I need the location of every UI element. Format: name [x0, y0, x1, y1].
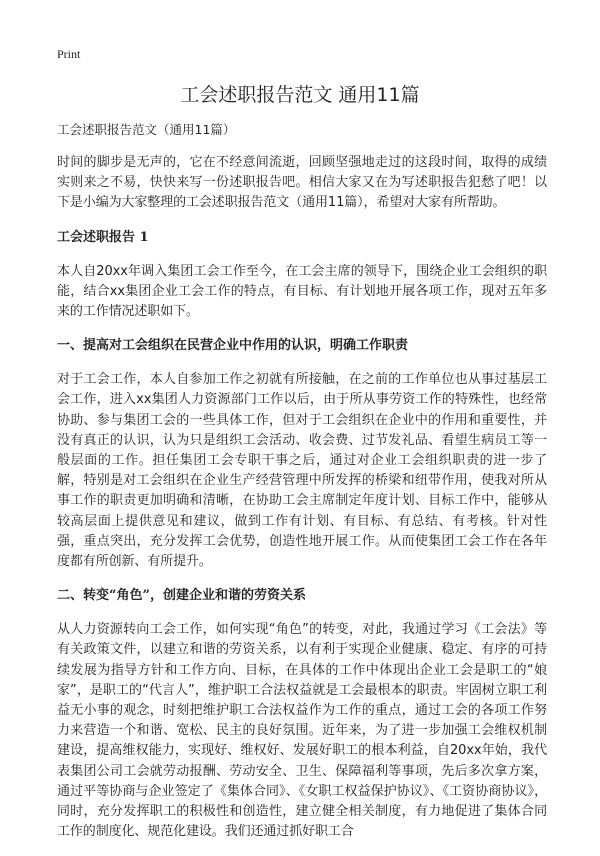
- document-body: [57, 120, 547, 856]
- document-title: 工会述职报告范文 通用11篇: [180, 84, 420, 106]
- section-intro-paragraph: 本人自20xx年调入集团工会工作至今，在工会主席的领导下，围绕企业工会组织的职能，结合xx集团企业工会工作的特点，有目标、有计划地开展各项工作，现对五年多来的工作情况述职如下。: [57, 263, 547, 320]
- heading-2: 二、转变“角色”，创建企业和谐的劳资关系: [57, 588, 306, 604]
- heading-1: 一、提高对工会组织在民营企业中作用的认识，明确工作职责: [57, 338, 409, 354]
- paragraph-2: 从人力资源转向工会工作，如何实现“角色”的转变，对此，我通过学习《工会法》等有关政策文件，以建立和谐的劳资关系，以有利于实现企业健康、稳定、有序的可持续发展为指导方针和工作方向、目标，在具体的工作中体现出企业工会是职工的“娘家”，是职工的“代言人”，维护职工合法权益就是工会最根本的职责。牢固树立职工利益无小事的观念，时刻把维护职工合法权益作为工作的重点，通过工会的各项工作努力来营造一个和谐、宽松、民主的良好氛围。近年来，为了进一步加强工会维权机制建设，提高维权能力，实现好、维权好、发展好职工的根本利益，自20xx年始，我代表集团公司工会就劳动报酬、劳动安全、卫生、保障福利等事项，先后多次拿方案，通过平等协商与企业签定了《集体合同》、《女职工权益保护协议》、《工资协商协议》，同时，充分发挥职工的积极性和创造性，建立健全相关制度，有力地促进了集体合同工作的制度化、规范化建设。我们还通过抓好职工合: [57, 622, 547, 840]
- document-subtitle: 工会述职报告范文（通用11篇）: [57, 122, 236, 137]
- print-link[interactable]: Print: [57, 47, 81, 61]
- paragraph-1: 对于工会工作，本人自参加工作之初就有所接触，在之前的工作单位也从事过基层工会工作，进入xx集团人力资源部门工作以后，由于所从事劳资工作的特殊性，也经常协助、参与集团工会的一些具体工作，但对于工会组织在企业中的作用和重要性，并没有真正的认识，认为只是组织工会活动、收会费、过节发礼品、看望生病员工等一般层面的工作。担任集团工会专职干事之后，通过对企业工会组织职责的进一步了解，特别是对工会组织在企业生产经营管理中所发挥的桥梁和纽带作用，使我对所从事工作的职责更加明确和清晰，在协助工会主席制定年度计划、目标工作中，能够从较高层面上提供意见和建议，做到工作有计划、有目标、有总结、有考核。针对性强，重点突出，充分发挥工会优势，创造性地开展工作。从而使集团工会工作在各年度都有所创新、有所提升。: [57, 372, 547, 570]
- intro-paragraph: 时间的脚步是无声的，它在不经意间流逝，回顾坚强地走过的这段时间，取得的成绩实则来之不易，快快来写一份述职报告吧。相信大家又在为写述职报告犯愁了吧！以下是小编为大家整理的工会述职报告范文（通用11篇），希望对大家有所帮助。: [57, 155, 547, 211]
- section-title: 工会述职报告 1: [57, 229, 149, 245]
